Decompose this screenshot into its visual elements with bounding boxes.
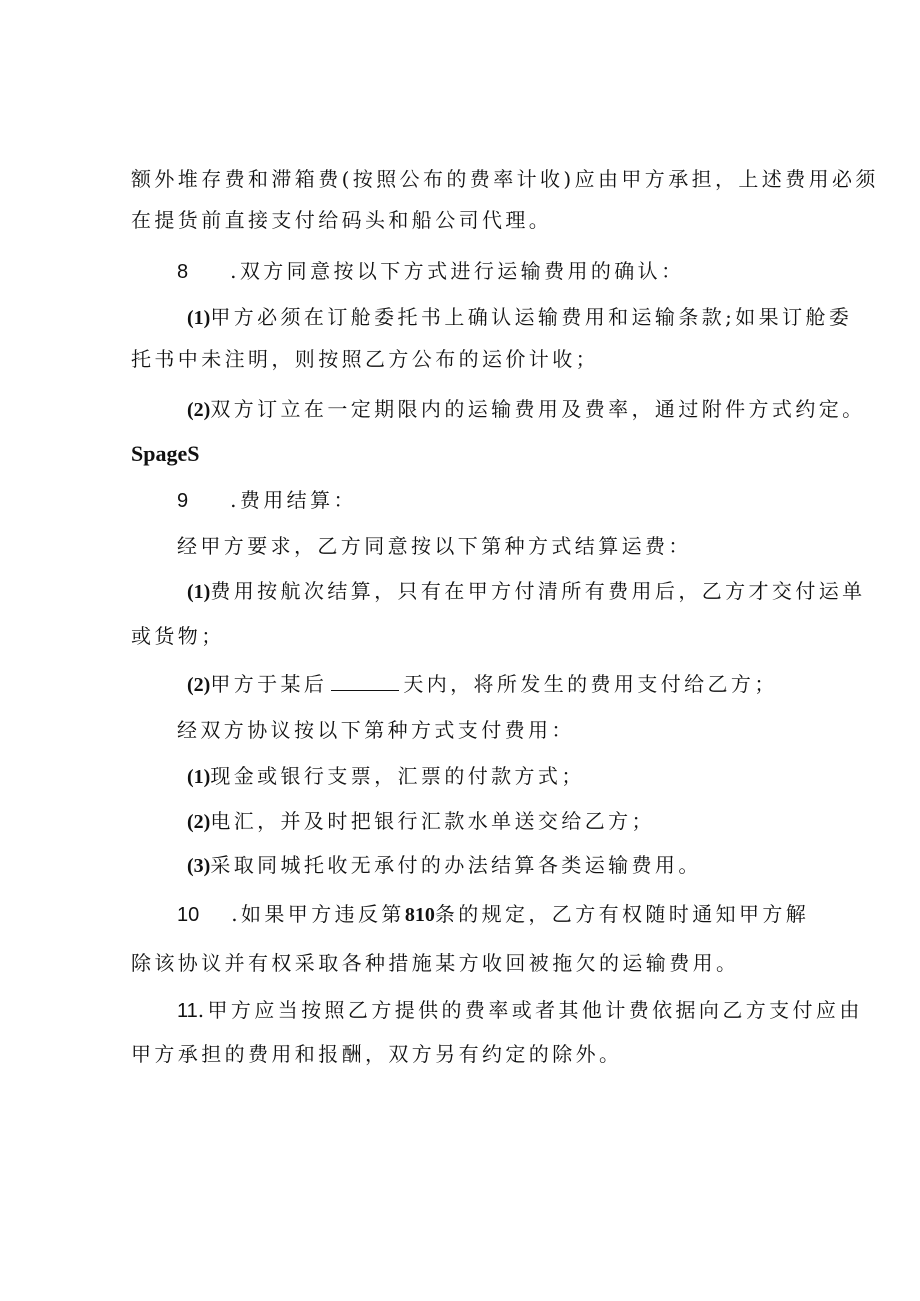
clause-text: .双方同意按以下方式进行运输费用的确认： xyxy=(230,259,685,283)
sub-item-text: 采取同城托收无承付的办法结算各类运输费用。 xyxy=(210,853,702,877)
clause-text: .如果甲方违反第 xyxy=(231,902,405,926)
sub-item-text: 甲方于某后 xyxy=(210,672,328,696)
clause-11 xyxy=(177,997,863,1024)
clause-8-2 xyxy=(187,396,866,423)
clause-9-2 xyxy=(187,671,778,698)
sub-item-text: 托书中未注明，则按照乙方公布的运价计收； xyxy=(131,347,599,371)
paragraph-line xyxy=(131,207,552,233)
sub-item-number: (2) xyxy=(187,399,211,421)
sub-item-text: 天内，将所发生的费用支付给乙方； xyxy=(403,672,778,696)
clause-text: 除该协议并有权采取各种措施某方收回被拖欠的运输费用。 xyxy=(131,951,740,975)
paragraph-line xyxy=(131,623,225,649)
paragraph-line xyxy=(131,1041,622,1067)
paragraph-text: 经双方协议按以下第种方式支付费用： xyxy=(177,718,575,742)
clause-text: .费用结算： xyxy=(230,488,357,512)
paragraph-text: 在提货前直接支付给码头和船公司代理。 xyxy=(131,208,553,232)
clause-text: .甲方应当按照乙方提供的费率或者其他计费依据向乙方支付应由 xyxy=(197,998,863,1022)
clause-10 xyxy=(177,901,809,928)
paragraph-line xyxy=(131,346,599,372)
clause-text: 条的规定，乙方有权随时通知甲方解 xyxy=(434,902,810,926)
clause-reference: 810 xyxy=(404,904,435,926)
sub-item-text: 双方订立在一定期限内的运输费用及费率，通过附件方式约定。 xyxy=(210,397,866,421)
sub-item-number: (1) xyxy=(187,766,211,788)
payment-method-3 xyxy=(187,852,702,879)
sub-item-text: 电汇，并及时把银行汇款水单送交给乙方； xyxy=(210,809,655,833)
sub-item-number: (2) xyxy=(187,674,211,696)
clause-9-1 xyxy=(187,578,866,605)
sub-item-text: 或货物； xyxy=(131,624,225,648)
clause-number: 10 xyxy=(177,904,200,926)
clause-number: 11 xyxy=(177,1000,198,1022)
paragraph-line xyxy=(177,533,692,559)
paragraph-line xyxy=(131,950,739,976)
sub-item-number: (1) xyxy=(187,581,211,603)
sub-item-text: 费用按航次结算，只有在甲方付清所有费用后，乙方才交付运单 xyxy=(210,579,866,603)
clause-text: 甲方承担的费用和报酬，双方另有约定的除外。 xyxy=(131,1042,623,1066)
sub-item-number: (1) xyxy=(187,307,211,329)
paragraph-line xyxy=(131,166,879,192)
clause-number: 8 xyxy=(177,261,189,283)
clause-8-heading xyxy=(177,258,684,285)
clause-9-heading xyxy=(177,487,357,514)
clause-number: 9 xyxy=(177,490,189,512)
page-marker: SpageS xyxy=(131,441,200,466)
sub-item-number: (3) xyxy=(187,855,211,877)
paragraph-text: 额外堆存费和滞箱费(按照公布的费率计收)应由甲方承担，上述费用必须 xyxy=(131,167,879,191)
paragraph-text: 经甲方要求，乙方同意按以下第种方式结算运费： xyxy=(177,534,692,558)
sub-item-text: 甲方必须在订舱委托书上确认运输费用和运输条款;如果订舱委 xyxy=(210,305,853,329)
payment-method-2 xyxy=(187,808,655,835)
sub-item-number: (2) xyxy=(187,811,211,833)
sub-item-text: 现金或银行支票，汇票的付款方式； xyxy=(210,764,585,788)
clause-8-1 xyxy=(187,304,852,331)
paragraph-line xyxy=(177,717,575,743)
fill-in-blank xyxy=(331,672,399,691)
payment-method-1 xyxy=(187,763,585,790)
